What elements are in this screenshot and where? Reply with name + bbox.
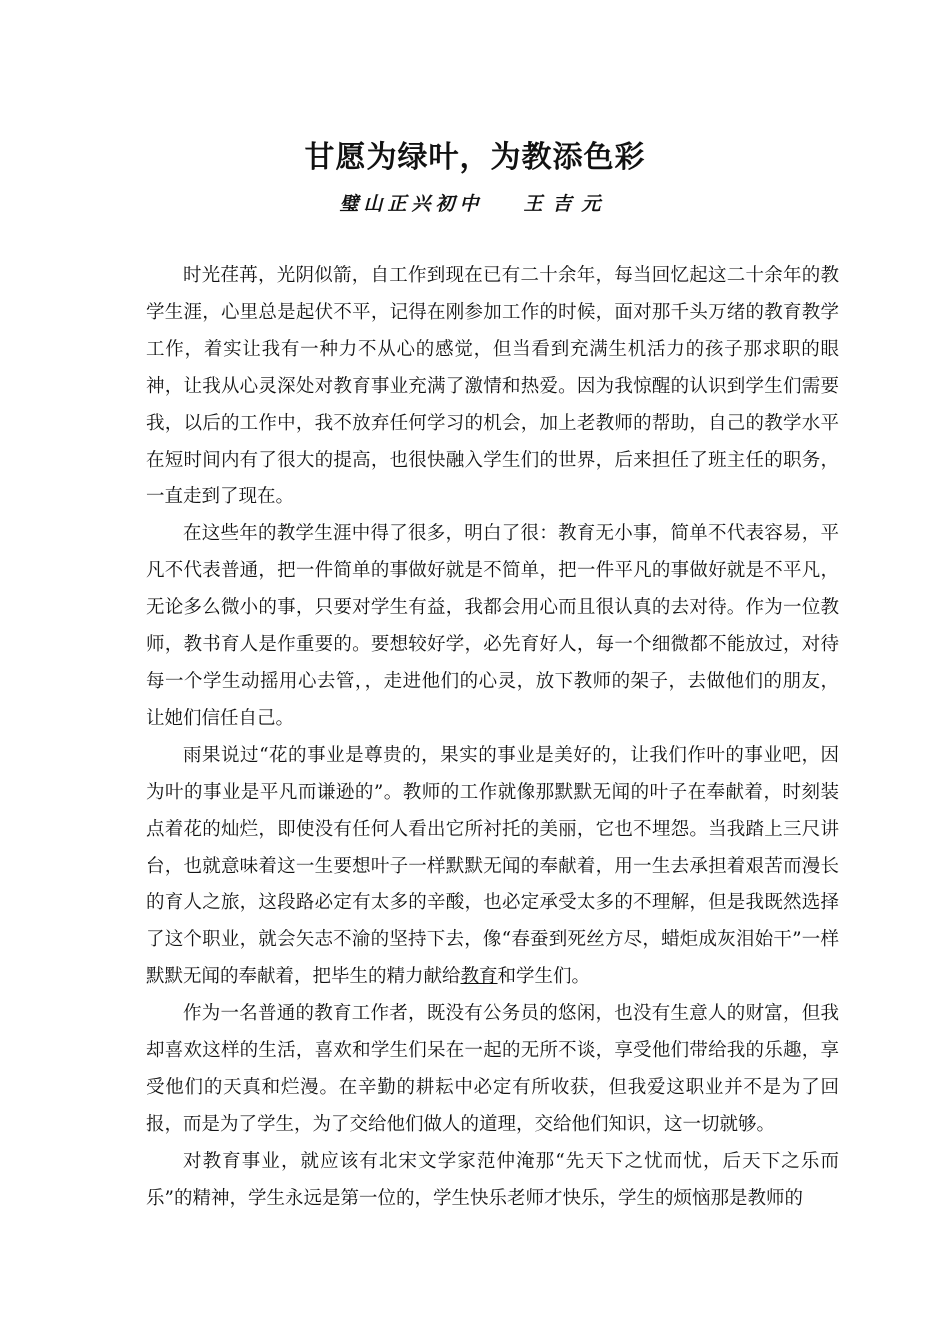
byline-school: 璧山正兴初中 <box>339 193 484 215</box>
paragraph-3-text: 雨果说过“花的事业是尊贵的，果实的事业是美好的，让我们作叶的事业吧，因为叶的事业是平凡而谦逊的”。教师的工作就像那默默无闻的叶子在奉献着，时刻装点着花的灿烂，即使没有任何人看出它所衬托的美丽，它也不埋怨。当我踏上三尺讲台，也就意味着这一生要想叶子一样默默无闻的奉献着，用一生去承担着艰苦而漫长的育人之旅，这段路必定有太多的辛酸，也必定承受太多的不理解，但是我既然选择了这个职业，就会矢志不渝的坚持下去，像“春蚕到死丝方尽，蜡炬成灰泪始干”一样默默无闻的奉献着，把毕生的精力献给 <box>146 744 839 988</box>
paragraph-5: 对教育事业，就应该有北宋文学家范仲淹那“先天下之忧而忧，后天下之乐而乐”的精神，学生永远是第一位的，学生快乐老师才快乐，学生的烦恼那是教师的 <box>146 1150 839 1209</box>
byline-author: 王吉元 <box>523 193 611 215</box>
paragraph-1: 时光荏苒，光阴似箭，自工作到现在已有二十余年，每当回忆起这二十余年的教学生涯，心里总是起伏不平，记得在刚参加工作的时候，面对那千头万绪的教育教学工作，着实让我有一种力不从心的感觉，但当看到充满生机活力的孩子那求职的眼神，让我从心灵深处对教育事业充满了激情和热爱。因为我惊醒的认识到学生们需要我，以后的工作中，我不放弃任何学习的机会，加上老教师的帮助，自己的教学水平在短时间内有了很大的提高，也很快融入学生们的世界，后来担任了班主任的职务，一直走到了现在。 <box>146 265 839 508</box>
byline <box>0 189 950 216</box>
underlined-word: 教育 <box>460 966 498 988</box>
document-body <box>146 258 839 1218</box>
paragraph-3 <box>146 738 839 996</box>
paragraph-2: 在这些年的教学生涯中得了很多，明白了很：教育无小事，简单不代表容易，平凡不代表普通，把一件简单的事做好就是不简单，把一件平凡的事做好就是不平凡，无论多么微小的事，只要对学生有益，我都会用心而且很认真的去对待。作为一位教师，教书育人是作重要的。要想较好学，必先育好人，每一个细微都不能放过，对待每一个学生动摇用心去管，，走进他们的心灵，放下教师的架子，去做他们的朋友，让她们信任自己。 <box>146 523 839 729</box>
document-title: 甘愿为绿叶，为教添色彩 <box>304 140 646 175</box>
paragraph-4: 作为一名普通的教育工作者，既没有公务员的悠闲，也没有生意人的财富，但我却喜欢这样的生活，喜欢和学生们呆在一起的无所不谈，享受他们带给我的乐趣，享受他们的天真和烂漫。在辛勤的耕耘中必定有所收获，但我爱这职业并不是为了回报，而是为了学生，为了交给他们做人的道理，交给他们知识，这一切就够。 <box>146 1003 839 1135</box>
paragraph-3-ending: 和学生们。 <box>497 966 591 988</box>
